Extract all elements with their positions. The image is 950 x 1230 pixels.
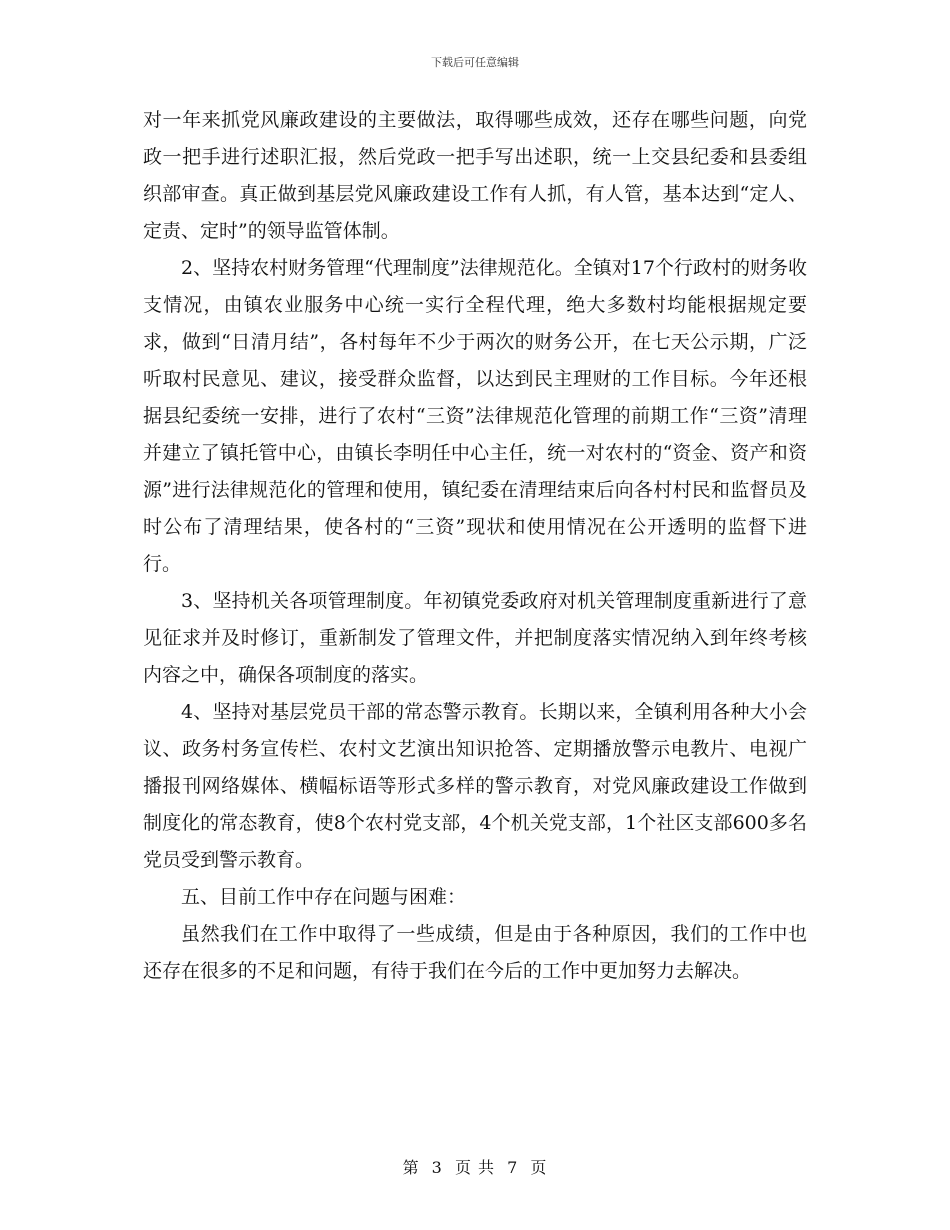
paragraph-2: 2、坚持农村财务管理“代理制度”法律规范化。全镇对17个行政村的财务收支情况，由镇农业服务中心统一实行全程代理，绝大多数村均能根据规定要求，做到“日清月结”，各村每年不少于两次的财务公开，在七天公示期，广泛听取村民意见、建议，接受群众监督，以达到民主理财的工作目标。今年还根据县纪委统一安排，进行了农村“三资”法律规范化管理的前期工作“三资”清理并建立了镇托管中心，由镇长李明任中心主任，统一对农村的“资金、资产和资源”进行法律规范化的管理和使用，镇纪委在清理结束后向各村村民和监督员及时公布了清理结果，使各村的“三资”现状和使用情况在公开透明的监督下进行。 xyxy=(143,257,807,575)
paragraph-3: 3、坚持机关各项管理制度。年初镇党委政府对机关管理制度重新进行了意见征求并及时修订，重新制发了管理文件，并把制度落实情况纳入到年终考核内容之中，确保各项制度的落实。 xyxy=(143,590,807,686)
section-heading: 五、目前工作中存在问题与困难： xyxy=(181,886,467,908)
footer-current-page: 3 xyxy=(431,1158,443,1177)
page-header: 下载后可任意编辑 xyxy=(431,56,519,69)
footer-middle: 页 共 xyxy=(454,1158,496,1177)
footer-total-pages: 7 xyxy=(507,1158,519,1177)
page-footer xyxy=(0,1155,950,1178)
footer-prefix: 第 xyxy=(402,1158,420,1177)
paragraph-6: 虽然我们在工作中取得了一些成绩，但是由于各种原因，我们的工作中也还存在很多的不足和问题，有待于我们在今后的工作中更加努力去解决。 xyxy=(143,923,807,982)
document-body xyxy=(143,102,807,990)
footer-suffix: 页 xyxy=(530,1158,548,1177)
paragraph-4: 4、坚持对基层党员干部的常态警示教育。长期以来，全镇利用各种大小会议、政务村务宣传栏、农村文艺演出知识抢答、定期播放警示电教片、电视广播报刊网络媒体、横幅标语等形式多样的警示教育，对党风廉政建设工作做到制度化的常态教育，使8个农村党支部，4个机关党支部，1个社区支部600多名党员受到警示教育。 xyxy=(143,701,807,871)
paragraph-1: 对一年来抓党风廉政建设的主要做法，取得哪些成效，还存在哪些问题，向党政一把手进行述职汇报，然后党政一把手写出述职，统一上交县纪委和县委组织部审查。真正做到基层党风廉政建设工作有人抓，有人管，基本达到“定人、定责、定时”的领导监管体制。 xyxy=(143,109,807,242)
